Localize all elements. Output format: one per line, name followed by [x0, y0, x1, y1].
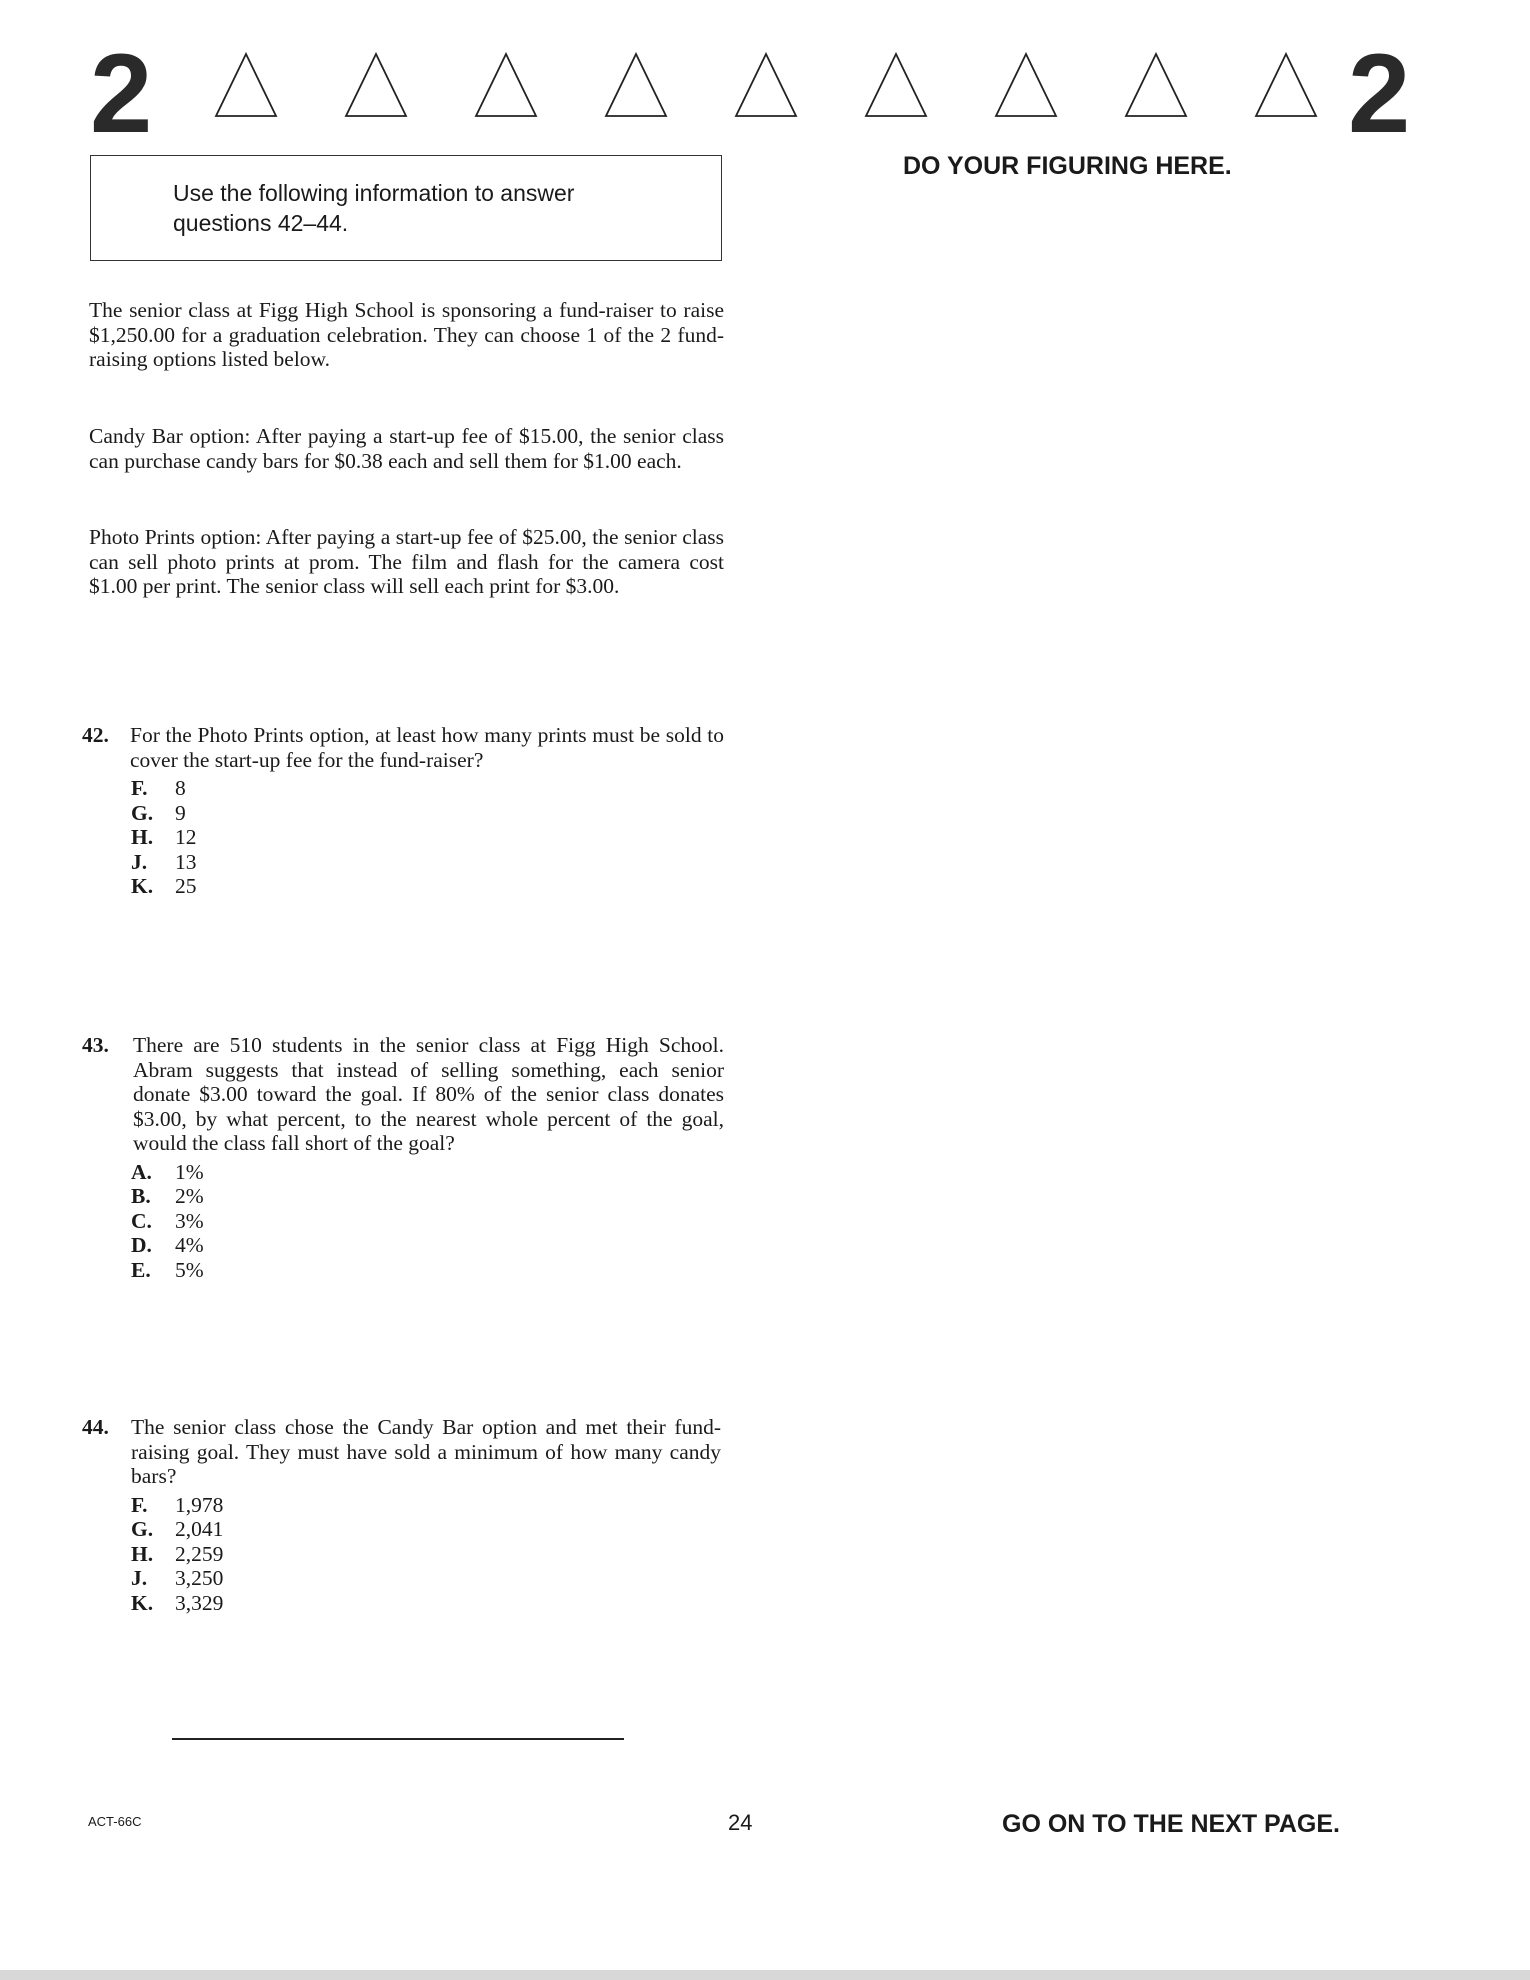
choice-value: 2,259 — [175, 1541, 224, 1566]
answer-choice-j[interactable] — [131, 850, 724, 875]
question-text: There are 510 students in the senior class at Figg High School. Abram suggests that instead of selling something, each senior donate $3.00 toward the goal. If 80% of the senior class donates $3.00, by what percent, to the nearest whole percent of the goal, would the class fall short of the goal? — [133, 1033, 724, 1155]
choice-letter: B. — [131, 1184, 151, 1208]
answer-choices — [131, 1493, 724, 1616]
choice-letter: G. — [131, 1517, 154, 1541]
choice-value: 9 — [175, 800, 186, 825]
answer-choice-k[interactable] — [131, 1591, 724, 1616]
question-number: 42. — [82, 723, 109, 747]
choice-value: 8 — [175, 776, 186, 800]
triangle-icon — [344, 52, 408, 118]
choice-value: 4% — [175, 1233, 204, 1257]
choice-letter: K. — [131, 874, 154, 898]
choice-letter: G. — [131, 800, 154, 825]
choice-letter: F. — [131, 776, 148, 800]
answer-choice-d[interactable] — [131, 1233, 724, 1258]
answer-choice-b[interactable] — [131, 1184, 724, 1209]
choice-letter: D. — [131, 1233, 152, 1257]
figuring-label: DO YOUR FIGURING HERE. — [903, 152, 1232, 180]
triangle-icon — [604, 52, 668, 118]
section-number-left: 2 — [90, 31, 153, 156]
answer-choice-e[interactable] — [131, 1258, 724, 1283]
info-box-line-2: questions 42–44. — [173, 210, 349, 236]
answer-choice-f[interactable] — [131, 1493, 724, 1518]
answer-choice-j[interactable] — [131, 1566, 724, 1591]
answer-choice-f[interactable] — [131, 776, 724, 801]
choice-value: 1,978 — [175, 1492, 224, 1517]
question-text: The senior class chose the Candy Bar option and met their fund-raising goal. They must have sold a minimum of how many candy bars? — [131, 1415, 721, 1488]
choice-letter: J. — [131, 1566, 148, 1590]
answer-choice-a[interactable] — [131, 1160, 724, 1185]
go-on-next-page: GO ON TO THE NEXT PAGE. — [1002, 1810, 1341, 1838]
choice-value: 3,250 — [175, 1566, 224, 1590]
choice-value: 12 — [175, 825, 197, 849]
triangle-icon — [864, 52, 928, 118]
answer-choice-c[interactable] — [131, 1209, 724, 1234]
question-44 — [82, 1415, 724, 1615]
choice-letter: H. — [131, 1541, 154, 1566]
scan-bottom-edge — [0, 1970, 1530, 1980]
answer-choice-g[interactable] — [131, 1517, 724, 1542]
question-43 — [82, 1033, 724, 1282]
answer-choice-g[interactable] — [131, 801, 724, 826]
choice-letter: C. — [131, 1208, 152, 1233]
page-number: 24 — [728, 1810, 753, 1835]
triangle-icon — [1254, 52, 1318, 118]
section-number-right: 2 — [1348, 31, 1411, 156]
passage-candy-option: Candy Bar option: After paying a start-up fee of $15.00, the senior class can purchase candy bars for $0.38 each and sell them for $1.00 each. — [89, 424, 724, 473]
choice-value: 2,041 — [175, 1517, 224, 1541]
triangle-icon — [994, 52, 1058, 118]
answer-choice-h[interactable] — [131, 1542, 724, 1567]
triangle-row — [200, 52, 1330, 124]
info-box — [90, 155, 722, 261]
triangle-icon — [1124, 52, 1188, 118]
choice-letter: K. — [131, 1590, 154, 1615]
question-text: For the Photo Prints option, at least how many prints must be sold to cover the start-up fee for the fund-raiser? — [130, 723, 724, 772]
choice-value: 1% — [175, 1159, 204, 1184]
choice-value: 3% — [175, 1208, 204, 1233]
end-of-section-rule — [172, 1738, 624, 1740]
passage-photo-option: Photo Prints option: After paying a start-up fee of $25.00, the senior class can sell photo prints at prom. The film and flash for the camera cost $1.00 per print. The senior class will sell each print for $3.00. — [89, 525, 724, 598]
choice-letter: A. — [131, 1159, 152, 1184]
choice-value: 2% — [175, 1184, 204, 1208]
triangle-icon — [734, 52, 798, 118]
choice-letter: H. — [131, 825, 154, 849]
triangle-icon — [474, 52, 538, 118]
choice-value: 5% — [175, 1257, 204, 1282]
answer-choices — [131, 1160, 724, 1283]
info-box-line-1: Use the following information to answer — [173, 180, 575, 206]
answer-choice-h[interactable] — [131, 825, 724, 850]
question-42 — [82, 723, 724, 899]
answer-choices — [131, 776, 724, 899]
triangle-icon — [214, 52, 278, 118]
question-number: 43. — [82, 1033, 109, 1057]
passage-intro: The senior class at Figg High School is sponsoring a fund-raiser to raise $1,250.00 for a graduation celebration. They can choose 1 of the 2 fund-raising options listed below. — [89, 298, 724, 371]
choice-value: 3,329 — [175, 1590, 224, 1615]
choice-value: 13 — [175, 849, 197, 874]
form-code: ACT-66C — [88, 1814, 142, 1829]
choice-letter: F. — [131, 1492, 148, 1517]
choice-letter: E. — [131, 1257, 151, 1282]
answer-choice-k[interactable] — [131, 874, 724, 899]
question-number: 44. — [82, 1415, 109, 1439]
choice-value: 25 — [175, 874, 197, 898]
choice-letter: J. — [131, 849, 148, 874]
